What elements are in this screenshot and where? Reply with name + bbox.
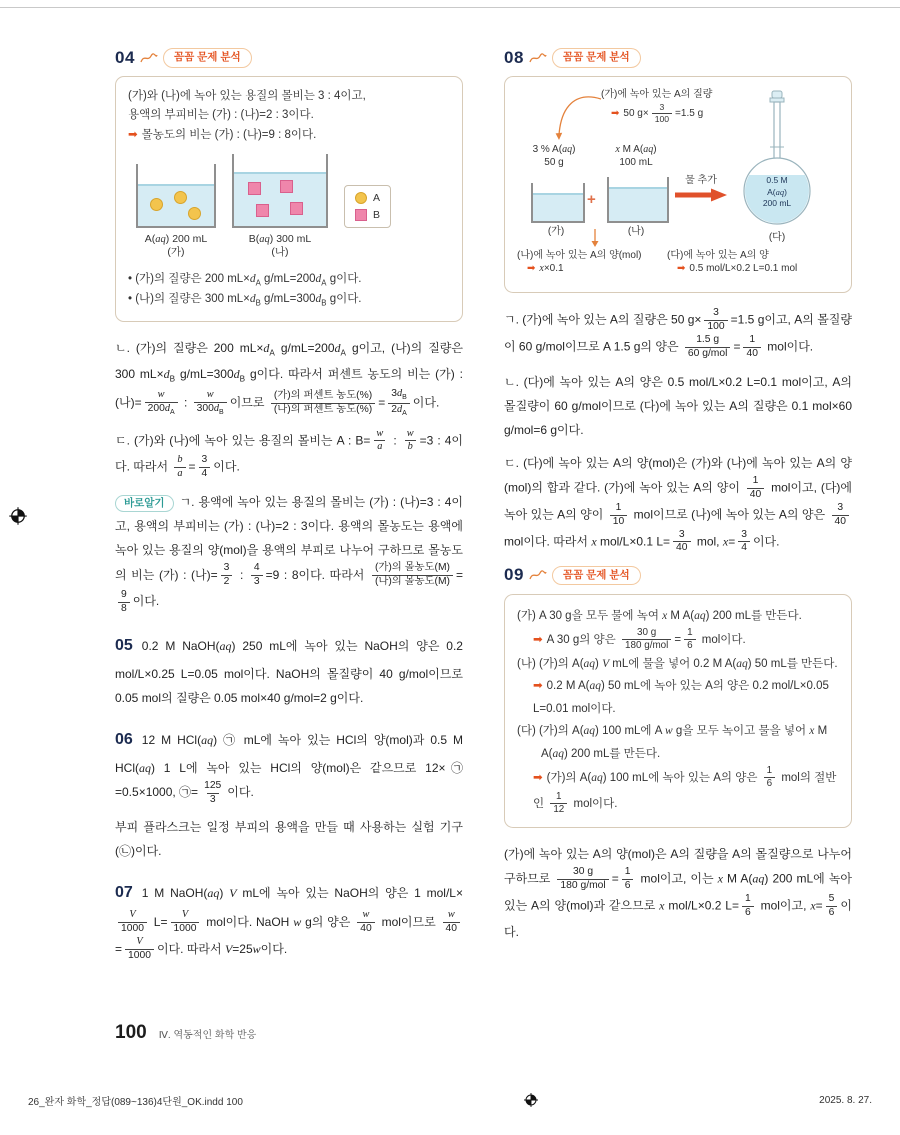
badge-connector-squiggle [529, 569, 547, 581]
solute-a-particle [174, 191, 187, 204]
solution-b-liquid [234, 172, 326, 226]
badge-connector-squiggle [529, 52, 547, 64]
annotation-da-amount [667, 249, 797, 275]
caption-line: 50 g [544, 157, 564, 169]
condition-na-note [517, 675, 839, 720]
annotation-ga-mass-value [611, 102, 703, 124]
problem-04-header [115, 48, 463, 68]
badge-connector-squiggle [140, 52, 158, 64]
analysis-bullet: • (가)의 질량은 200 $mL\times d_A$ $g/mL=200d_A$ g이다. [128, 272, 362, 288]
arrow-icon: ➡ [533, 771, 543, 784]
right-column [504, 44, 852, 972]
solution-06-extra: 부피 플라스크는 일정 부피의 용액을 만들 때 사용하는 실험 기구(㉡)이다. [115, 820, 463, 859]
annotation-na-amount [517, 249, 642, 275]
beaker-na [607, 177, 669, 223]
caption-line: x M A(aq) [615, 144, 657, 156]
beaker-b [232, 154, 328, 228]
solute-b-swatch [355, 209, 367, 221]
beaker-ga-name: (가) [547, 226, 565, 238]
condition-na-note-text: 0.2 M A(aq) 50 mL에 녹아 있는 A의 양은 0.2 mol/L×0.05 L=0.01 mol이다. [533, 680, 829, 715]
beaker-na-name: (나) [627, 226, 645, 238]
legend-row-b [355, 209, 380, 221]
arrow-icon: ➡ [533, 634, 543, 646]
problem-07-number: 07 [115, 884, 133, 902]
beaker-a-name: (가) [167, 246, 185, 259]
annotation-value [667, 262, 797, 275]
beaker-b-group [232, 154, 328, 260]
solute-a-particle [150, 198, 163, 211]
solution-08-statement-n: ㄴ. (다)에 녹아 있는 A의 양은 0.5 mol/L×0.2 L=0.1 mol이고, A의 몰질량이 60 g/mol이므로 (다)에 녹아 있는 A의 질량은 0.1 mol×60 g/mol=6 g이다. [504, 374, 852, 437]
print-file-info: 26_완자 화학_정답(089~136)4단원_OK.indd 100 [28, 1096, 243, 1108]
analysis-conclusion [128, 126, 450, 145]
solution-08-statement-d: ㄷ. (다)에 녹아 있는 A의 양(mol)은 (가)와 (나)에 녹아 있는 A의 양(mol)의 합과 같다. (가)에 녹아 있는 A의 양이 $\frac{1}{40}$ mol이고, (다)에 녹아 있는 A의 양이 $\frac{1}{10}$ mol이므로 (나)에 녹아 있는 A의 양은 $\frac{3}{40}$ mol이다. 따라서 x mol/L×0.1 L= $\frac{3}{40}$ mol, x= $\frac{3}{4}$ 이다. [504, 455, 853, 554]
two-column-layout [115, 44, 852, 972]
arrow-icon: ➡ [677, 263, 686, 275]
analysis-badge: 꼼꼼 문제 분석 [163, 48, 252, 68]
condition-ga-note-text: A 30 g의 양은 $\frac{30 g}{\text{180 g/mol}}$ = $\frac{1}{6}$ mol이다. [546, 627, 746, 652]
solute-legend [344, 185, 391, 228]
solution-liquid [533, 193, 583, 221]
print-footer [0, 1092, 900, 1108]
analysis-badge: 꼼꼼 문제 분석 [552, 48, 641, 68]
page-footer [115, 1022, 256, 1044]
left-column [115, 44, 463, 972]
arrow-icon: ➡ [128, 128, 138, 141]
solution-a-liquid [138, 184, 214, 226]
beaker-a-label: A(aq) 200 mL [144, 232, 208, 245]
beaker-b-label: B(aq) 300 mL [248, 232, 312, 245]
solution-07 [115, 877, 463, 963]
legend-b-label: B [373, 209, 381, 222]
analysis-conclusion-text: 몰농도의 비는 (가) : (나)=9 : 8이다. [141, 128, 317, 141]
annotation-math: x×0.1 [539, 263, 564, 275]
solution-04-statement-d: ㄷ. (가)와 (나)에 녹아 있는 용질의 몰비는 A : B= $\frac{w}{a}$ : $\frac{w}{b}$ =3 : 4이다. 따라서 $\frac{b}{a}$ = $\frac{3}{4}$ 이다. [115, 427, 463, 480]
mixing-diagram [517, 87, 839, 281]
problem-08-number: 08 [504, 48, 524, 67]
legend-row-a [355, 192, 380, 204]
solute-b-particle [248, 182, 261, 195]
flask-name: (다) [768, 232, 786, 244]
print-date: 2025. 8. 27. [819, 1094, 872, 1106]
solution-liquid [609, 187, 667, 221]
problem-05-number: 05 [115, 636, 133, 654]
condition-na: (나) (가)의 A(aq) V mL에 물을 넣어 0.2 M A(aq) 50 mL를 만든다. [517, 657, 838, 670]
annotation-label: (다)에 녹아 있는 A의 양 [667, 250, 769, 262]
page-number: 100 [115, 1022, 147, 1043]
problem-06-number: 06 [115, 730, 133, 748]
water-add-label: 물 추가 [685, 175, 717, 187]
solution-08-statement-g: ㄱ. (가)에 녹아 있는 A의 질량은 50 g× $\frac{3}{100}$ =1.5 g이고, A의 몰질량이 60 g/mol이므로 A 1.5 g의 양은 $\frac{1.5 g}{\text{60 g/mol}}$ = $\frac{1}{40}$ mol이다. [504, 307, 852, 360]
solution-04-statement-n: ㄴ. (가)의 질량은 200 $mL\times d_A$ $g/mL=200d_A$ g이고, (나)의 질량은 300 $mL\times d_B$ $g/mL=300d_B$ g이다. 따라서 퍼센트 농도의 비는 (가) : (나)= $\frac{w}{200d_A}$ : $\frac{w}{300d_B}$ 이므로 $\frac{\text{(가)의 퍼센트 농도(\%)}}{\text{(나)의 퍼센트 농도(\%)}}$ = $\frac{3d_B}{2d_A}$ 이다. [115, 341, 463, 417]
baro-text: ㄱ. 용액에 녹아 있는 용질의 몰비는 (가) : (나)=3 : 4이고, 용액의 부피비는 (가) : (나)=2 : 3이다. 용액의 몰농도는 용액에 녹아 있는 용질의 양(mol)을 용액의 부피로 나누어 구하므로 몰농도의 비는 (가) : (나)= $\frac{3}{2}$ : $\frac{4}{3}$ =9 : 8이다. 따라서 $\frac{\text{(가)의 몰농도(M)}}{\text{(나)의 몰농도(M)}}$ = $\frac{9}{8}$ 이다. [115, 495, 463, 614]
beaker-a-group [136, 164, 216, 260]
problem-09-header [504, 565, 852, 585]
arrow-icon: ➡ [527, 263, 536, 275]
solute-b-particle [280, 180, 293, 193]
annotation-label: (나)에 녹아 있는 A의 양(mol) [517, 250, 642, 262]
arrow-icon: ➡ [533, 680, 543, 693]
solution-07-text: 1 M NaOH(aq) V mL에 녹아 있는 NaOH의 양은 1 mol/L× $\frac{V}{1000}$ L= $\frac{V}{1000}$ mol이다. NaOH w g의 양은 $\frac{w}{40}$ mol이므로 $\frac{w}{40}$ = $\frac{V}{1000}$ 이다. 따라서 V=25w이다. [115, 886, 463, 962]
analysis-line: 용액의 부피비는 (가) : (나)=2 : 3이다. [128, 109, 314, 122]
flask-caption [743, 175, 811, 209]
solution-06-text: 12 M HCl(aq) ㉠ mL에 녹아 있는 HCl의 양(mol)과 0.5 M HCl(aq) 1 L에 녹아 있는 HCl의 양(mol)은 같으므로 12×㉠=0.5×1000, ㉠= $\frac{125}{3}$ 이다. [115, 732, 463, 805]
annotation-ga-mass-math: 50 g× $\frac{3}{100}$ =1.5 g [623, 102, 704, 125]
chapter-title: Ⅳ. 역동적인 화학 반응 [158, 1030, 257, 1041]
condition-da: (다) (가)의 A(aq) 100 mL에 A w g을 모두 녹이고 물을 넣어 x M A(aq) 200 mL를 만든다. [517, 725, 828, 760]
page-top-rule [0, 7, 900, 8]
condition-da-note-text: (가)의 A(aq) 100 mL에 녹아 있는 A의 양은 $\frac{1}{6}$ mol의 절반인 $\frac{1}{12}$ mol이다. [533, 764, 837, 816]
beaker-ga [531, 183, 585, 223]
solution-09-text: (가)에 녹아 있는 A의 양(mol)은 A의 질량을 A의 몰질량으로 나누어 구하므로 $\frac{30 g}{\text{180 g/mol}}$ = $\frac{1}{6}$ mol이고, 이는 x M A(aq) 200 mL에 녹아 있는 A의 양(mol)과 같으므로 x mol/L×0.2 L= $\frac{1}{6}$ mol이고, x= $\frac{5}{6}$ 이다. [504, 847, 852, 939]
caption-line: 0.5 M [766, 175, 788, 186]
condition-ga: (가) A 30 g을 모두 물에 녹여 x M A(aq) 200 mL를 만든다. [517, 609, 802, 622]
caption-line: 100 mL [619, 157, 653, 169]
caption-line: A(aq) [767, 186, 787, 197]
problem-09-analysis-box [504, 594, 852, 829]
problem-09-number: 09 [504, 565, 524, 585]
problem-08-header [504, 48, 852, 68]
arrow-icon: ➡ [611, 108, 620, 120]
problem-08-analysis-box [504, 76, 852, 293]
solution-06 [115, 724, 463, 807]
caption-line: 3 % A(aq) [532, 144, 576, 156]
beaker-ga-caption [517, 143, 591, 169]
analysis-bullet: • (나)의 질량은 300 $mL\times d_B$ $g/mL=300d_B$ g이다. [128, 293, 362, 308]
baro-badge: 바로알기 [115, 495, 174, 512]
legend-a-label: A [373, 192, 381, 205]
beaker-a [136, 164, 216, 228]
solution-05-text: 0.2 M NaOH(aq) 250 mL에 녹아 있는 NaOH의 양은 0.2 mol/L×0.25 L=0.05 mol이다. NaOH의 몰질량이 40 g/mol이므로 0.05 mol의 질량은 0.05 mol×40 g/mol=2 g이다. [115, 638, 463, 705]
solute-b-particle [256, 204, 269, 217]
caption-line: 200 mL [762, 198, 792, 209]
annotation-value [517, 262, 642, 275]
plus-sign: + [587, 191, 596, 209]
solute-b-particle [290, 202, 303, 215]
registration-mark-center [523, 1092, 539, 1108]
condition-ga-note [517, 627, 839, 653]
analysis-line: (가)와 (나)에 녹아 있는 용질의 몰비는 3 : 4이고, [128, 90, 366, 103]
annotation-math: 0.5 mol/L×0.2 L=0.1 mol [689, 263, 798, 275]
beaker-diagram [136, 154, 450, 260]
solution-05 [115, 630, 463, 710]
condition-da-note [517, 765, 839, 816]
beaker-b-name: (나) [271, 246, 289, 259]
solute-a-swatch [355, 192, 367, 204]
problem-04-analysis-box [115, 76, 463, 322]
solution-04-baro [115, 490, 463, 616]
beaker-na-caption [599, 143, 673, 169]
analysis-badge: 꼼꼼 문제 분석 [552, 566, 641, 586]
registration-mark-left [8, 506, 28, 526]
problem-04-number: 04 [115, 48, 135, 67]
solute-a-particle [188, 207, 201, 220]
water-add-arrow [673, 188, 729, 202]
annotation-ga-mass-label: (가)에 녹아 있는 A의 질량 [601, 89, 713, 101]
